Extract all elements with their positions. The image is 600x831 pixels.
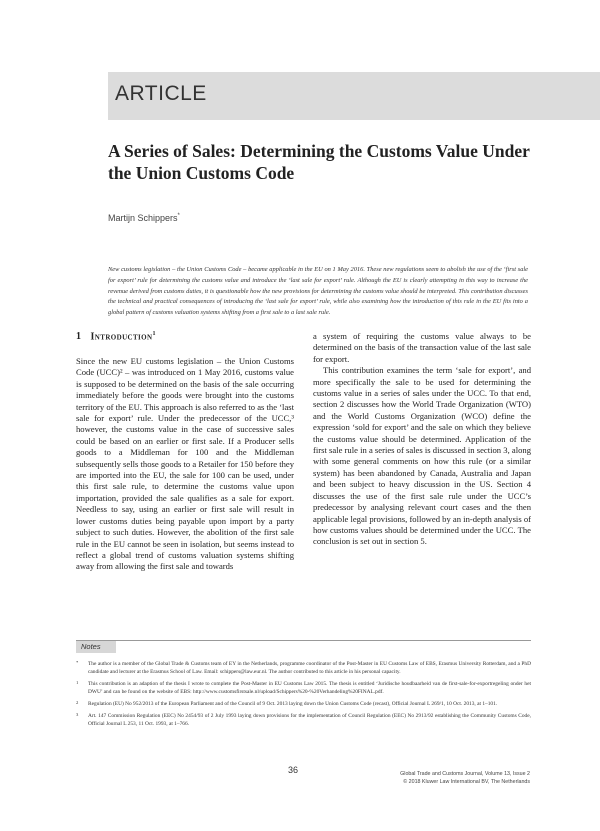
- footnote: [76, 700, 531, 708]
- body-column-left: [76, 356, 294, 573]
- abstract: New customs legislation – the Union Customs Code – became applicable in the EU on 1 May 2016. These new regulations seem to abolish the use of the ‘first sale for export’ rule for determining the customs value and introduce the ‘last sale for export’ rule. Although the EU is clearly attempting in this way to increase the revenue derived from customs duties, it is questionable how the new provisions for determining the customs value should be interpreted. This contribution discusses the technical and practical consequences of introducing the ‘last sale for export’ rule, while also examining how the introduction of this rule in the EU fits into a global pattern of customs valuation systems shifting from a first sale to a last sale rule.: [108, 266, 528, 317]
- footnote: [76, 712, 531, 728]
- copyright: © 2018 Kluwer Law International BV, The Netherlands: [403, 778, 530, 785]
- footnotes: [76, 660, 531, 732]
- footnote-text: This contribution is an adaption of the thesis I wrote to complete the Post-Master in EU Customs Law 2015. The thesis is entitled ‘Juridische houdbaarheid van de first-sale-for-exportregeling onder het DWU’ and can be found on the website of EBS: http://www.customsfirstsale.nl/upload/Schippers%20-%20Verhandeling%20FINAL.pdf.: [88, 681, 531, 695]
- article-label: ARTICLE: [115, 82, 207, 105]
- body-paragraph: Since the new EU customs legislation – the Union Customs Code (UCC)² – was introduced on 1 May 2016, customs value is supposed to be determined on the basis of the sale occurring immediately before the goods were brought into the customs territory of the EU. This approach is also referred to as the ‘last sale for export’ rule. Under the predecessor of the UCC,³ however, the customs value in the case of successive sales could be based on an earlier or first sale. If a Producer sells goods to a Middleman for 100 and the Middleman subsequently sells those goods to a Retailer for 150 before they are imported into the EU, the sale for 100 can be used, under this first sale rule, to determine the customs value upon importation, provided the sale qualifies as a sale for export. Needless to say, using an earlier or first sale will result in lower customs duties being payable upon import by a party subject to such duties. However, the abolition of the first sale rule in the EU cannot be seen in isolation, but seems instead to reflect a global trend of customs valuation systems shifting away from allowing the first sale and towards: [76, 356, 294, 572]
- body-paragraph: This contribution examines the term ‘sale for export’, and more specifically the sale to be used for determining the customs value in a series of sales under the UCC. To that end, section 2 discusses how the World Trade Organization (WTO) and the World Customs Organization (WCO) define the expression ‘sold for export’ and the sale on which they believe the customs value should be determined. Application of the first sale rule in a series of sales is discussed in section 3, along with some general comments on how this rule (or a similar system) has been abandoned by Canada, Australia and Japan and been subject to heavy discussion in the US. Section 4 discusses the use of the first sale rule under the UCC’s predecessor by analysing relevant court cases and the then applicable legal provisions, followed by an in-depth analysis of how customs values should be determined under the UCC. The conclusion is set out in section 5.: [313, 365, 531, 547]
- section-title: Introduction: [90, 331, 153, 343]
- footnote-text: The author is a member of the Global Trade & Customs team of EY in the Netherlands, programme coordinator of the Post-Master in EU Customs Law of EBS, Erasmus University Rotterdam, and a PhD candidate and lecturer at the Erasmus School of Law. Email: schippers@law.eur.nl. The author contributed to this article in his personal capacity.: [88, 661, 531, 675]
- section-heading: [76, 331, 155, 342]
- footnote-number: 1: [76, 680, 79, 685]
- article-title: A Series of Sales: Determining the Customs Value Under the Union Customs Code: [108, 141, 530, 183]
- notes-label: Notes: [81, 642, 101, 651]
- author-footnote-marker: *: [177, 213, 180, 219]
- journal-line: Global Trade and Customs Journal, Volume 13, Issue 2: [400, 771, 530, 777]
- footnote-text: Art. 147 Commission Regulation (EEC) No 2454/93 of 2 July 1993 laying down provisions for the implementation of Council Regulation (EEC) No 2913/92 establishing the Community Customs Code, Official Journal L 253, 11 Oct. 1993, at 1–766.: [88, 713, 531, 727]
- section-footnote-marker: 1: [152, 331, 156, 337]
- footnote-number: 3: [76, 712, 79, 717]
- footnote-number: 2: [76, 700, 79, 705]
- footnote: [76, 680, 531, 696]
- author-name: Martijn Schippers: [108, 213, 178, 223]
- journal-info: [400, 771, 530, 786]
- body-paragraph: a system of requiring the customs value always to be determined on the basis of the transaction value of the last sale for export.: [313, 331, 531, 364]
- footnote-number: *: [76, 660, 79, 665]
- author: [108, 213, 180, 223]
- footnote: [76, 660, 531, 676]
- page-number: 36: [288, 765, 299, 775]
- footnote-text: Regulation (EU) No 952/2013 of the European Parliament and of the Council of 9 Oct. 2013 laying down the Union Customs Code (recast), Official Journal L 269/1, 10 Oct. 2013, at 1–101.: [88, 701, 498, 707]
- notes-divider: [76, 640, 531, 641]
- body-column-right: [313, 331, 531, 548]
- section-number: 1: [76, 331, 81, 343]
